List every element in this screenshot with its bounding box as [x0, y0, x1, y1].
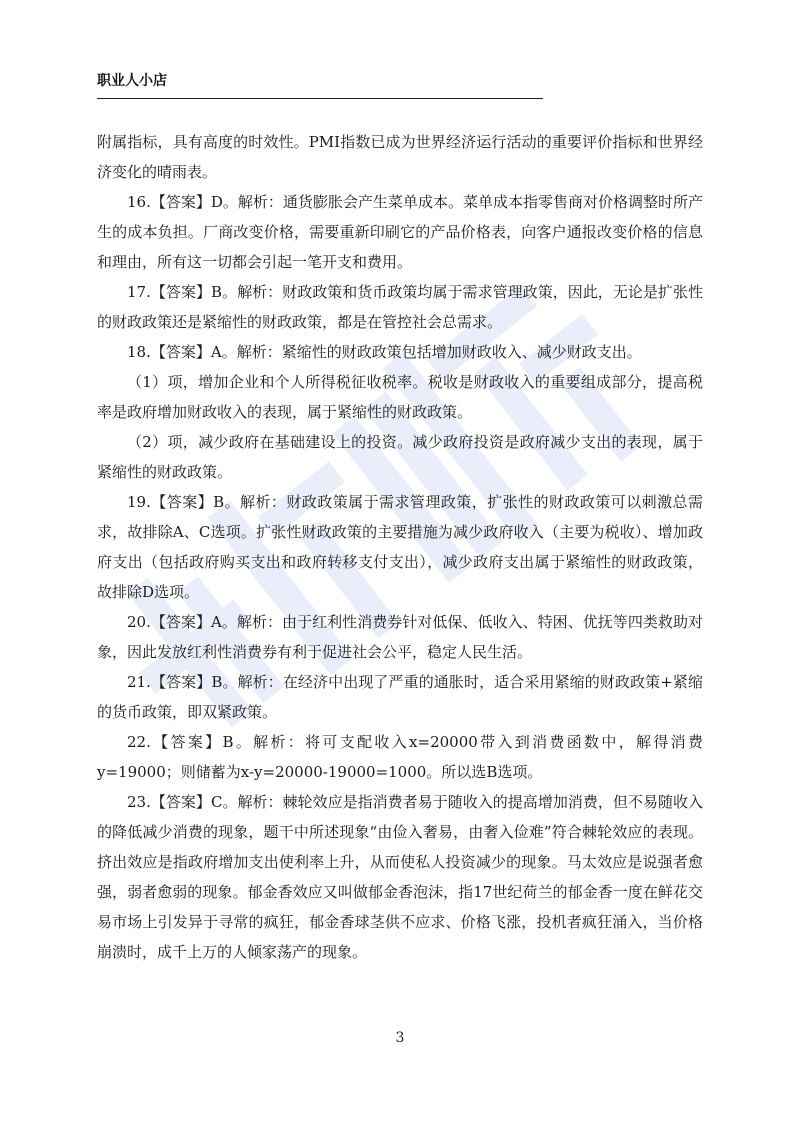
answer-23: 23.【答案】C。解析：棘轮效应是指消费者易于随收入的提高增加消费，但不易随收入的降低减少消费的现象，题干中所述现象“由俭入奢易，由奢入俭难”符合棘轮效应的表现。挤出效应是指政府增加支出使利率上升，从而使私人投资减少的现象。马太效应是说强者愈强，弱者愈弱的现象。郁金香效应又叫做郁金香泡沫，指17世纪荷兰的郁金香一度在鲜花交易市场上引发异于寻常的疯狂，郁金香球茎供不应求、价格飞涨，投机者疯狂涌入，当价格崩溃时，成千上万的人倾家荡产的现象。 [97, 793, 703, 961]
answer-21: 21.【答案】B。解析：在经济中出现了严重的通胀时，适合采用紧缩的财政政策+紧缩的货币政策，即双紧政策。 [97, 673, 703, 721]
answer-18-item-1: （1）项，增加企业和个人所得税征收税率。税收是财政收入的重要组成部分，提高税率是政府增加财政收入的表现，属于紧缩性的财政政策。 [97, 373, 703, 421]
header-title: 职业人小店 [97, 73, 167, 89]
answer-20: 20.【答案】A。解析：由于红利性消费券针对低保、低收入、特困、优抚等四类救助对象，因此发放红利性消费券有利于促进社会公平，稳定人民生活。 [97, 613, 703, 661]
header-rule [97, 98, 543, 99]
page-number: 3 [395, 1030, 405, 1046]
paragraph: 附属指标，具有高度的时效性。PMI指数已成为世界经济运行活动的重要评价指标和世界经济变化的晴雨表。 [97, 133, 703, 181]
answer-18-item-2: （2）项，减少政府在基础建设上的投资。减少政府投资是政府减少支出的表现，属于紧缩性的财政政策。 [97, 433, 703, 481]
answer-18: 18.【答案】A。解析：紧缩性的财政政策包括增加财政收入、减少财政支出。 [127, 343, 642, 361]
answer-17: 17.【答案】B。解析：财政政策和货币政策均属于需求管理政策，因此，无论是扩张性的财政政策还是紧缩性的财政政策，都是在管控社会总需求。 [97, 283, 703, 331]
answer-22: 22.【答案】B。解析：将可支配收入x=20000带入到消费函数中，解得消费y=19000；则储蓄为x-y=20000-19000=1000。所以选B选项。 [97, 733, 703, 781]
document-body [97, 127, 703, 967]
answer-16: 16.【答案】D。解析：通货膨胀会产生菜单成本。菜单成本指零售商对价格调整时所产生的成本负担。厂商改变价格，需要重新印刷它的产品价格表，向客户通报改变价格的信息和理由，所有这一切都会引起一笔开支和费用。 [97, 193, 703, 271]
answer-19: 19.【答案】B。解析：财政政策属于需求管理政策，扩张性的财政政策可以刺激总需求，故排除A、C选项。扩张性财政政策的主要措施为减少政府收入（主要为税收）、增加政府支出（包括政府购买支出和政府转移支付支出），减少政府支出属于紧缩性的财政政策，故排除D选项。 [97, 493, 703, 601]
